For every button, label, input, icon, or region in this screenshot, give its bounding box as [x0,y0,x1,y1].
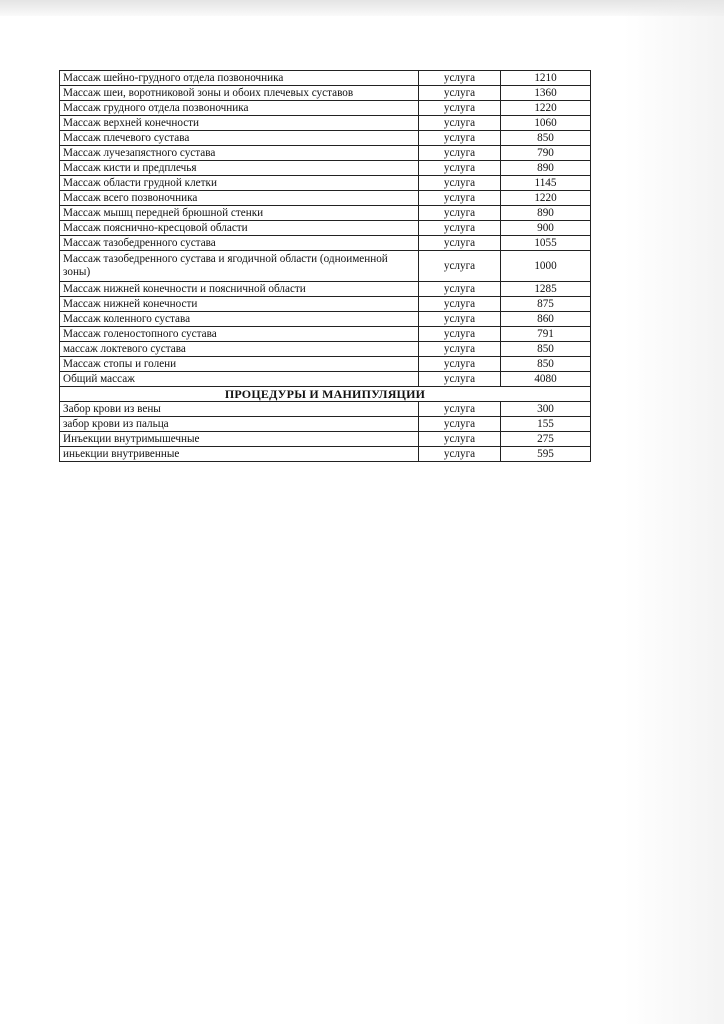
service-price: 1360 [501,86,591,101]
table-row [60,342,591,357]
table-row [60,417,591,432]
service-price: 890 [501,161,591,176]
service-price: 900 [501,221,591,236]
service-unit: услуга [419,372,501,387]
service-name: Массаж голеностопного сустава [60,327,419,342]
service-name: Массаж кисти и предплечья [60,161,419,176]
service-name: Массаж плечевого сустава [60,131,419,146]
table-row [60,402,591,417]
table-row [60,312,591,327]
table-row [60,131,591,146]
service-unit: услуга [419,297,501,312]
service-unit: услуга [419,191,501,206]
service-unit: услуга [419,116,501,131]
service-unit: услуга [419,447,501,462]
scan-shadow-top [0,0,724,16]
service-name: Массаж тазобедренного сустава [60,236,419,251]
service-price: 791 [501,327,591,342]
service-price: 1210 [501,71,591,86]
service-unit: услуга [419,417,501,432]
service-unit: услуга [419,327,501,342]
table-row [60,191,591,206]
service-name: Массаж коленного сустава [60,312,419,327]
service-name: Массаж верхней конечности [60,116,419,131]
service-name: Массаж мышц передней брюшной стенки [60,206,419,221]
service-price: 595 [501,447,591,462]
price-table-body [60,71,591,462]
service-name: Массаж пояснично-кресцовой области [60,221,419,236]
section-header-row [60,387,591,402]
service-name: Инъекции внутримышечные [60,432,419,447]
service-price: 850 [501,342,591,357]
table-row [60,146,591,161]
service-unit: услуга [419,71,501,86]
scan-shadow-right [624,0,724,1024]
price-table [59,70,591,462]
service-name: Общий массаж [60,372,419,387]
service-name: иньекции внутривенные [60,447,419,462]
table-row [60,116,591,131]
table-row [60,206,591,221]
table-row [60,101,591,116]
service-unit: услуга [419,206,501,221]
service-price: 1000 [501,251,591,282]
table-row [60,282,591,297]
service-unit: услуга [419,131,501,146]
service-price: 4080 [501,372,591,387]
table-row [60,71,591,86]
service-unit: услуга [419,176,501,191]
service-unit: услуга [419,282,501,297]
service-unit: услуга [419,161,501,176]
table-row [60,447,591,462]
service-unit: услуга [419,402,501,417]
service-price: 875 [501,297,591,312]
service-name: Массаж шейно-грудного отдела позвоночника [60,71,419,86]
table-row [60,432,591,447]
service-price: 850 [501,357,591,372]
service-name: Массаж нижней конечности и поясничной области [60,282,419,297]
table-row [60,297,591,312]
section-title: ПРОЦЕДУРЫ И МАНИПУЛЯЦИИ [60,387,591,402]
service-name: Массаж лучезапястного сустава [60,146,419,161]
service-unit: услуга [419,146,501,161]
service-price: 1285 [501,282,591,297]
service-price: 1220 [501,191,591,206]
service-name: Массаж шеи, воротниковой зоны и обоих плечевых суставов [60,86,419,101]
service-name: Массаж стопы и голени [60,357,419,372]
service-price: 275 [501,432,591,447]
table-row [60,236,591,251]
table-row [60,357,591,372]
service-name: Массаж области грудной клетки [60,176,419,191]
table-row [60,372,591,387]
service-unit: услуга [419,342,501,357]
service-unit: услуга [419,251,501,282]
service-name: Забор крови из вены [60,402,419,417]
service-name: Массаж всего позвоночника [60,191,419,206]
service-unit: услуга [419,357,501,372]
table-row [60,251,591,282]
service-price: 300 [501,402,591,417]
service-price: 1220 [501,101,591,116]
service-unit: услуга [419,221,501,236]
table-row [60,327,591,342]
service-price: 890 [501,206,591,221]
service-price: 860 [501,312,591,327]
service-unit: услуга [419,236,501,251]
service-price: 155 [501,417,591,432]
service-name: массаж локтевого сустава [60,342,419,357]
service-price: 1055 [501,236,591,251]
service-unit: услуга [419,101,501,116]
service-unit: услуга [419,86,501,101]
service-price: 850 [501,131,591,146]
service-name: Массаж тазобедренного сустава и ягодичной области (одноименной зоны) [60,251,419,282]
table-row [60,161,591,176]
service-unit: услуга [419,312,501,327]
table-row [60,86,591,101]
service-unit: услуга [419,432,501,447]
service-price: 790 [501,146,591,161]
service-name: Массаж нижней конечности [60,297,419,312]
service-name: забор крови из пальца [60,417,419,432]
table-row [60,176,591,191]
service-price: 1060 [501,116,591,131]
table-row [60,221,591,236]
service-price: 1145 [501,176,591,191]
service-name: Массаж грудного отдела позвоночника [60,101,419,116]
